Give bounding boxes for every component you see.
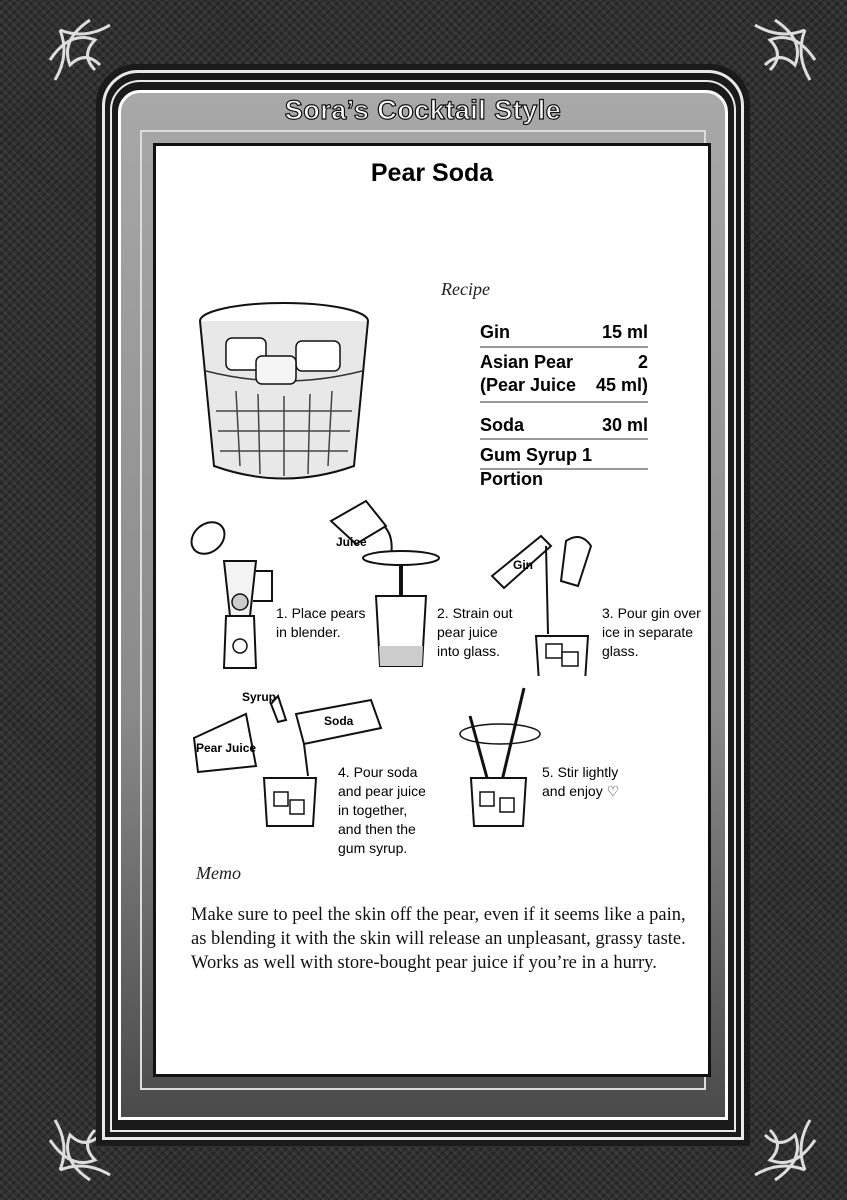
ingredient-name: Gum Syrup 1 Portion (480, 445, 593, 489)
ingredient-name: Soda (480, 415, 525, 435)
ingredient-row (480, 351, 648, 403)
ingredient-name: Gin (480, 322, 510, 342)
ingredient-name: (Pear Juice (480, 375, 577, 395)
ingredient-row (480, 318, 648, 348)
memo-label: Memo (196, 863, 241, 883)
pear-juice-label: Pear Juice (196, 741, 257, 755)
ingredient-row (480, 411, 648, 440)
strainer-icon (326, 496, 441, 676)
step-3-text: 3. Pour gin over ice in separate glass. (602, 605, 701, 659)
glass-illustration (196, 296, 376, 496)
gin-label: Gin (513, 558, 533, 572)
page-title: Pear Soda (370, 159, 494, 187)
soda-label: Soda (324, 714, 354, 728)
juice-label: Juice (336, 535, 367, 549)
ingredient-amount: 2 (637, 352, 648, 372)
syrup-label: Syrup (242, 690, 277, 704)
ingredient-amount: 45 ml) (595, 375, 648, 395)
step-2-text: 2. Strain out pear juice into glass. (437, 605, 513, 659)
step-1-text: 1. Place pears in blender. (276, 605, 366, 640)
series-title: Sora’s Cocktail Style (284, 95, 562, 125)
ingredient-amount: 15 ml (601, 322, 648, 342)
step-4-text: 4. Pour soda and pear juice in together, and then the gum syrup. (338, 764, 426, 856)
blender-icon (186, 516, 281, 676)
recipe-label: Recipe (441, 279, 490, 299)
gin-bottle-icon (486, 526, 606, 676)
ingredient-amount: 30 ml (601, 415, 648, 435)
memo-text: Make sure to peel the skin off the pear, even if it seems like a pain, as blending it with the skin will release an unpleasant, grassy taste. Works as well with store-bought pear juice if you’re in a hurry. (191, 905, 686, 973)
series-header (122, 90, 724, 130)
stir-glass-illustration (456, 686, 546, 831)
step-5-text: 5. Stir lightly and enjoy ♡ (542, 764, 620, 799)
ingredient-row (480, 443, 648, 489)
recipe-card (153, 143, 711, 1077)
ingredient-name: Asian Pear (480, 352, 574, 372)
